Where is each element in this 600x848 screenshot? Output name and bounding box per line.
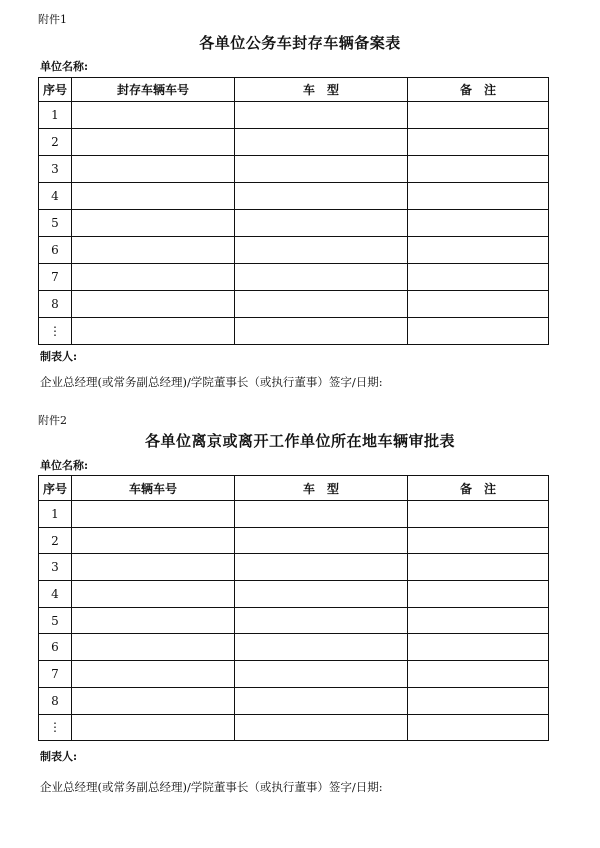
note-cell <box>408 156 549 183</box>
type-cell <box>235 501 408 528</box>
note-cell <box>408 714 549 741</box>
row-seq-number: 4 <box>39 581 72 608</box>
table-row <box>39 183 549 210</box>
note-cell <box>408 687 549 714</box>
row-seq-number: 7 <box>39 264 72 291</box>
header-note: 备 注 <box>408 476 549 501</box>
table-header-row <box>39 78 549 102</box>
plate-cell <box>72 554 235 581</box>
plate-cell <box>72 129 235 156</box>
row-seq-number: 1 <box>39 501 72 528</box>
table-row <box>39 264 549 291</box>
table-row <box>39 210 549 237</box>
type-cell <box>235 687 408 714</box>
type-cell <box>235 102 408 129</box>
header-seq: 序号 <box>39 476 72 501</box>
plate-cell <box>72 634 235 661</box>
row-seq-number: 1 <box>39 102 72 129</box>
note-cell <box>408 291 549 318</box>
table-row <box>39 237 549 264</box>
plate-cell <box>72 102 235 129</box>
table-row <box>39 102 549 129</box>
type-cell <box>235 581 408 608</box>
row-seq-number: 8 <box>39 291 72 318</box>
table-row <box>39 634 549 661</box>
attachment-2-table <box>38 475 549 741</box>
note-cell <box>408 210 549 237</box>
note-cell <box>408 634 549 661</box>
table-row <box>39 129 549 156</box>
type-cell <box>235 318 408 345</box>
row-seq-number: 5 <box>39 210 72 237</box>
plate-cell <box>72 581 235 608</box>
type-cell <box>235 527 408 554</box>
note-cell <box>408 607 549 634</box>
attachment-2-maker-label: 制表人: <box>40 750 78 763</box>
note-cell <box>408 183 549 210</box>
header-seq: 序号 <box>39 78 72 102</box>
table-row <box>39 318 549 345</box>
attachment-1-label: 附件1 <box>38 13 67 26</box>
table-row <box>39 156 549 183</box>
table-row <box>39 581 549 608</box>
type-cell <box>235 264 408 291</box>
plate-cell <box>72 156 235 183</box>
plate-cell <box>72 264 235 291</box>
plate-cell <box>72 210 235 237</box>
note-cell <box>408 102 549 129</box>
type-cell <box>235 607 408 634</box>
type-cell <box>235 210 408 237</box>
table-row <box>39 291 549 318</box>
row-seq-number: 5 <box>39 607 72 634</box>
table-row <box>39 501 549 528</box>
type-cell <box>235 156 408 183</box>
note-cell <box>408 129 549 156</box>
table-header-row <box>39 476 549 501</box>
attachment-2-label: 附件2 <box>38 414 67 427</box>
note-cell <box>408 501 549 528</box>
plate-cell <box>72 687 235 714</box>
note-cell <box>408 661 549 688</box>
note-cell <box>408 237 549 264</box>
plate-cell <box>72 183 235 210</box>
type-cell <box>235 634 408 661</box>
plate-cell <box>72 527 235 554</box>
note-cell <box>408 318 549 345</box>
row-seq-number: 6 <box>39 237 72 264</box>
table-row <box>39 661 549 688</box>
table-row <box>39 687 549 714</box>
note-cell <box>408 264 549 291</box>
plate-cell <box>72 607 235 634</box>
plate-cell <box>72 714 235 741</box>
plate-cell <box>72 237 235 264</box>
header-type: 车 型 <box>235 476 408 501</box>
type-cell <box>235 291 408 318</box>
row-seq-number: 7 <box>39 661 72 688</box>
attachment-1-unit-name-label: 单位名称: <box>40 60 89 73</box>
row-seq-number: 2 <box>39 527 72 554</box>
attachment-2-unit-name-label: 单位名称: <box>40 459 89 472</box>
row-seq-number: ⋮ <box>39 714 72 741</box>
note-cell <box>408 527 549 554</box>
attachment-1-signature-line: 企业总经理(或常务副总经理)/学院董事长（或执行董事）签字/日期: <box>40 375 383 389</box>
type-cell <box>235 714 408 741</box>
header-plate: 车辆车号 <box>72 476 235 501</box>
note-cell <box>408 554 549 581</box>
row-seq-number: 6 <box>39 634 72 661</box>
attachment-2-signature-line: 企业总经理(或常务副总经理)/学院董事长（或执行董事）签字/日期: <box>40 780 383 794</box>
table-row <box>39 554 549 581</box>
type-cell <box>235 237 408 264</box>
row-seq-number: 4 <box>39 183 72 210</box>
type-cell <box>235 661 408 688</box>
row-seq-number: ⋮ <box>39 318 72 345</box>
header-plate: 封存车辆车号 <box>72 78 235 102</box>
row-seq-number: 8 <box>39 687 72 714</box>
attachment-1-title: 各单位公务车封存车辆备案表 <box>199 34 401 52</box>
row-seq-number: 3 <box>39 156 72 183</box>
attachment-1-table <box>38 77 549 345</box>
header-type: 车 型 <box>235 78 408 102</box>
type-cell <box>235 183 408 210</box>
table-row <box>39 527 549 554</box>
table-row <box>39 714 549 741</box>
type-cell <box>235 129 408 156</box>
row-seq-number: 2 <box>39 129 72 156</box>
attachment-1-maker-label: 制表人: <box>40 350 78 363</box>
plate-cell <box>72 318 235 345</box>
type-cell <box>235 554 408 581</box>
plate-cell <box>72 661 235 688</box>
table-row <box>39 607 549 634</box>
row-seq-number: 3 <box>39 554 72 581</box>
plate-cell <box>72 291 235 318</box>
plate-cell <box>72 501 235 528</box>
note-cell <box>408 581 549 608</box>
header-note: 备 注 <box>408 78 549 102</box>
attachment-2-title: 各单位离京或离开工作单位所在地车辆审批表 <box>144 432 455 450</box>
